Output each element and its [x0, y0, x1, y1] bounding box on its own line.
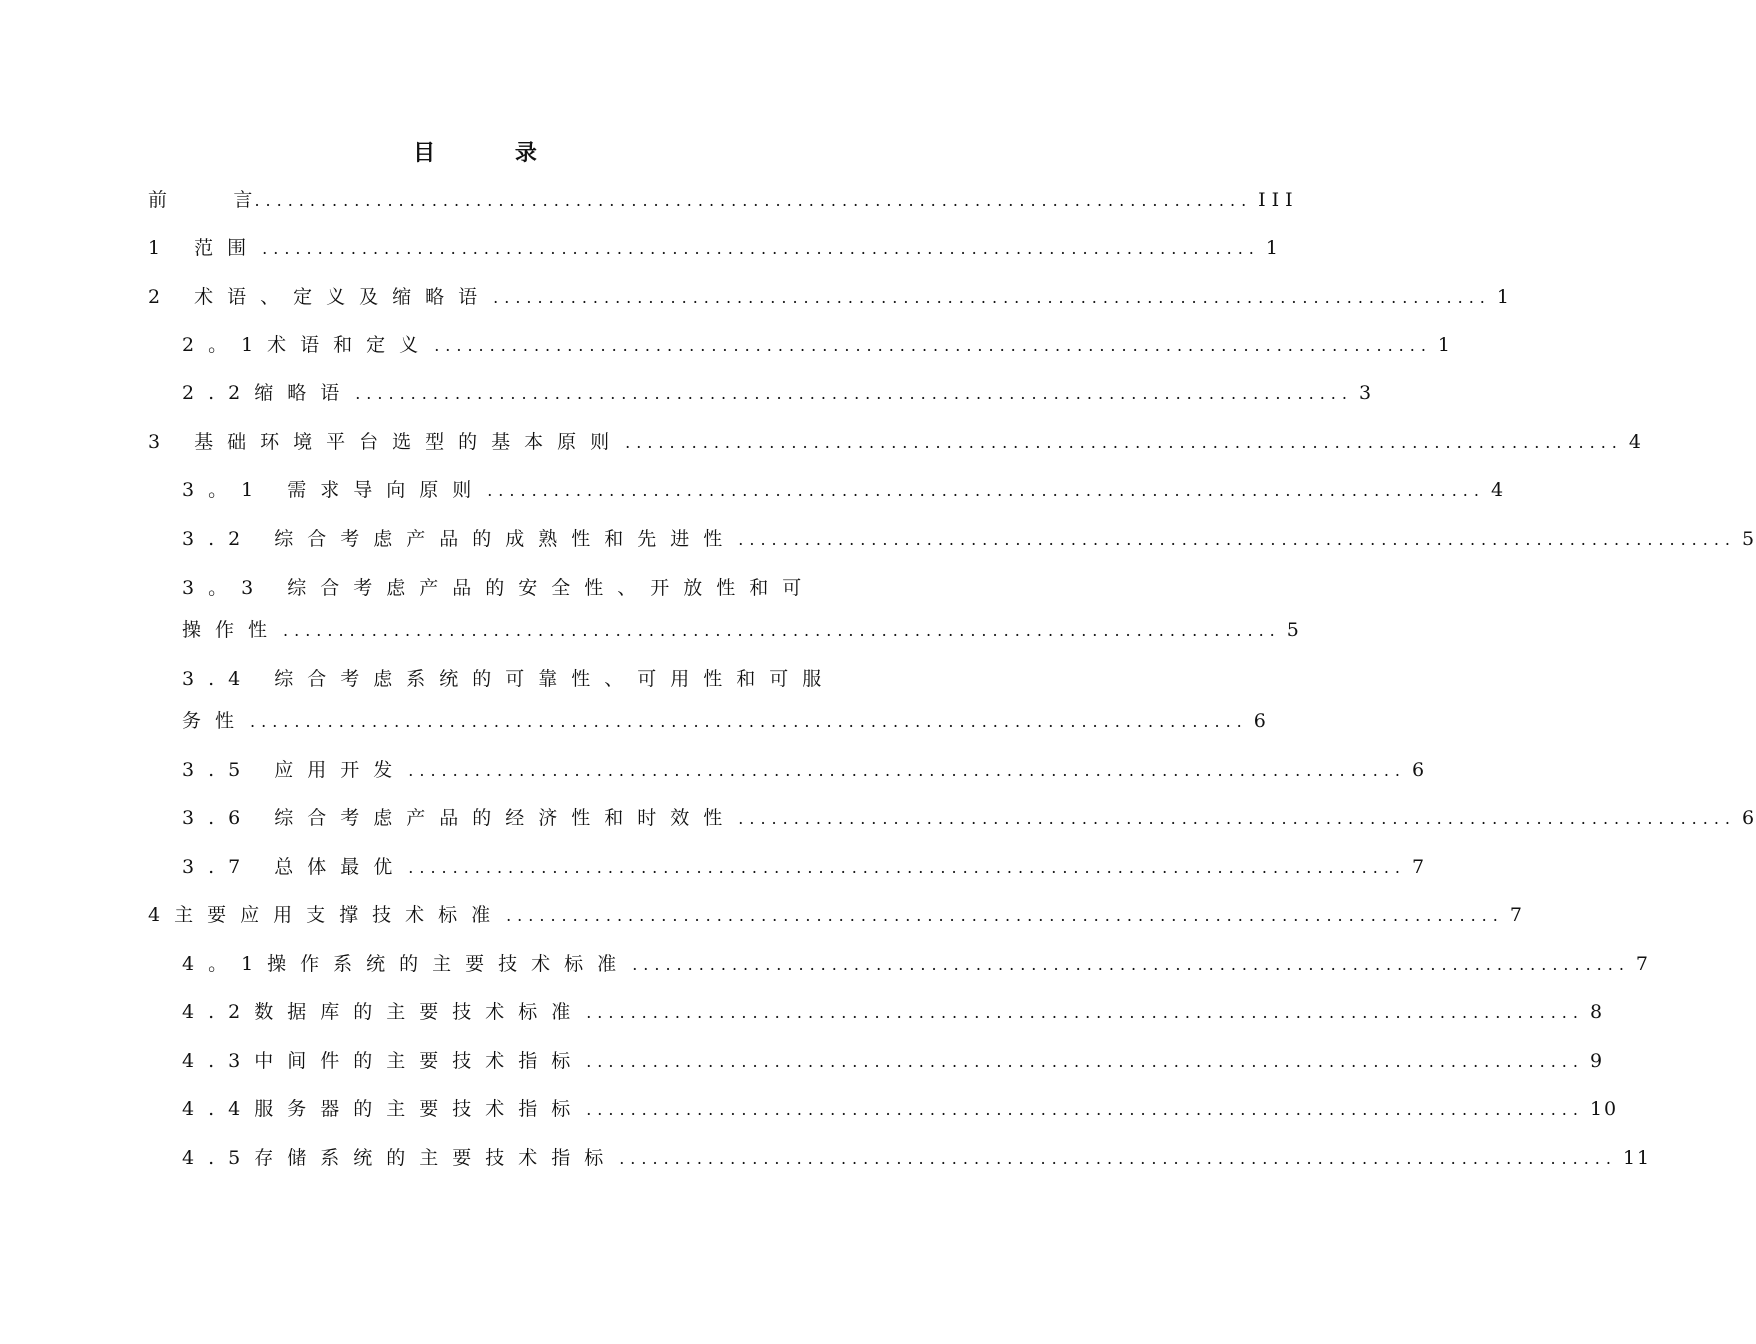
toc-page-number: 6 — [1253, 710, 1268, 732]
toc-leader-dots: .......................................................................................... — [262, 239, 1260, 258]
toc-page-number: 6 — [1412, 759, 1427, 781]
toc-leader-dots: .......................................................................................... — [283, 621, 1281, 640]
toc-entry[interactable] — [148, 282, 1511, 312]
toc-leader-dots: .......................................................................................... — [408, 858, 1406, 877]
toc-entry-text: 3 基础环境平台选型的基本原则 — [148, 431, 624, 453]
toc-leader-dots: .......................................................................................... — [408, 761, 1406, 780]
toc-page-number: 10 — [1589, 1098, 1619, 1120]
toc-entry-text: 2.2缩略语 — [182, 382, 354, 404]
toc-entry[interactable] — [182, 1143, 1652, 1173]
toc-entry[interactable] — [182, 755, 1427, 785]
toc-entry[interactable] — [182, 378, 1374, 408]
toc-entry[interactable] — [182, 949, 1651, 979]
toc-page-number: III — [1258, 189, 1299, 211]
toc-entry-text: 4.4服务器的主要技术指标 — [182, 1098, 585, 1120]
toc-entry[interactable] — [182, 852, 1427, 882]
toc-leader-dots: .......................................................................................... — [738, 530, 1736, 549]
toc-page-number: 7 — [1509, 904, 1524, 926]
toc-page-number: 5 — [1286, 619, 1301, 641]
toc-leader-dots: .......................................................................................... — [619, 1149, 1617, 1168]
toc-entry-text: 3。3 综合考虑产品的安全性、开放性和可 — [182, 577, 816, 599]
toc-entry[interactable] — [182, 330, 1453, 360]
toc-page-number: 4 — [1490, 479, 1506, 501]
toc-entry[interactable] — [182, 1094, 1619, 1124]
toc-entry[interactable] — [182, 1046, 1605, 1076]
toc-page-number: 11 — [1622, 1147, 1652, 1169]
toc-entry[interactable] — [182, 803, 1756, 833]
toc-entry[interactable] — [182, 524, 1756, 554]
toc-entry-text: 2 术语、定义及缩略语 — [148, 286, 492, 308]
toc-page-number: 6 — [1742, 807, 1756, 829]
toc-entry-text: 3.4 综合考虑系统的可靠性、可用性和可服 — [182, 668, 836, 690]
toc-page-number: 5 — [1742, 528, 1756, 550]
toc-entry[interactable] — [148, 233, 1280, 263]
toc-entry-first-line[interactable] — [182, 664, 836, 694]
toc-entry-text: 前 言 — [148, 189, 253, 211]
toc-page-number: 1 — [1496, 286, 1511, 308]
toc-entry-continuation[interactable] — [182, 615, 1301, 645]
toc-leader-dots: .......................................................................................... — [254, 191, 1253, 210]
toc-entry-text: 4.5存储系统的主要技术指标 — [182, 1147, 618, 1169]
toc-page-number: 7 — [1635, 953, 1651, 975]
toc-entry[interactable] — [182, 475, 1506, 505]
toc-entry-text: 务性 — [182, 710, 249, 732]
toc-entry-text: 3.2 综合考虑产品的成熟性和先进性 — [182, 528, 737, 550]
toc-entry-text: 3.7 总体最优 — [182, 856, 407, 878]
toc-leader-dots: .......................................................................................... — [632, 955, 1630, 974]
toc-entry[interactable] — [148, 427, 1643, 457]
toc-entry-continuation[interactable] — [182, 706, 1268, 736]
toc-leader-dots: .......................................................................................... — [487, 481, 1485, 500]
toc-entry-preface[interactable] — [148, 185, 1299, 215]
toc-leader-dots: .......................................................................................... — [586, 1003, 1584, 1022]
toc-page-number: 1 — [1437, 334, 1453, 356]
toc-entry-text: 操作性 — [182, 619, 282, 641]
toc-entry-text: 4。1操作系统的主要技术标准 — [182, 953, 631, 975]
toc-page-number: 4 — [1628, 431, 1643, 453]
toc-entry-text: 3.6 综合考虑产品的经济性和时效性 — [182, 807, 737, 829]
toc-leader-dots: .......................................................................................... — [586, 1052, 1584, 1071]
page-title: 目 录 — [413, 140, 573, 166]
toc-leader-dots: .......................................................................................... — [625, 433, 1623, 452]
toc-leader-dots: .......................................................................................... — [586, 1100, 1584, 1119]
toc-leader-dots: .......................................................................................... — [355, 384, 1353, 403]
toc-entry-text: 4.2数据库的主要技术标准 — [182, 1001, 585, 1023]
toc-page-number: 3 — [1358, 382, 1374, 404]
toc-entry[interactable] — [148, 900, 1524, 930]
toc-page-number: 9 — [1589, 1050, 1605, 1072]
toc-entry-text: 1 范围 — [148, 237, 261, 259]
toc-entry[interactable] — [182, 997, 1605, 1027]
toc-page-number: 8 — [1589, 1001, 1605, 1023]
toc-entry-text: 3。1 需求导向原则 — [182, 479, 486, 501]
toc-page-number: 1 — [1265, 237, 1280, 259]
toc-leader-dots: .......................................................................................... — [506, 906, 1504, 925]
toc-leader-dots: .......................................................................................... — [434, 336, 1432, 355]
toc-leader-dots: .......................................................................................... — [493, 288, 1491, 307]
toc-entry-text: 4.3中间件的主要技术指标 — [182, 1050, 585, 1072]
toc-entry-text: 3.5 应用开发 — [182, 759, 407, 781]
toc-leader-dots: .......................................................................................... — [738, 809, 1736, 828]
toc-entry-first-line[interactable] — [182, 573, 816, 603]
toc-entry-text: 2。1术语和定义 — [182, 334, 433, 356]
toc-entry-text: 4主要应用支撑技术标准 — [148, 904, 505, 926]
toc-page-number: 7 — [1412, 856, 1427, 878]
toc-leader-dots: .......................................................................................... — [250, 712, 1248, 731]
